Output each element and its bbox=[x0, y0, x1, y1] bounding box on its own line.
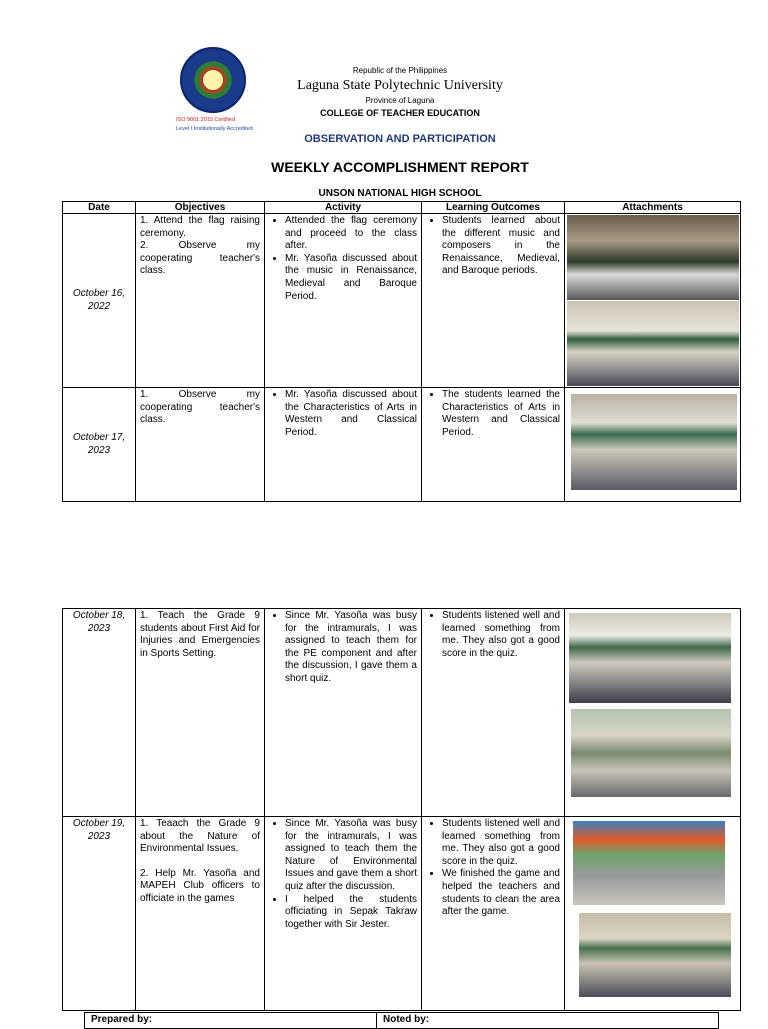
table-header-row bbox=[63, 202, 741, 214]
attachment-photo bbox=[579, 913, 731, 997]
noted-by-label: Noted by: bbox=[377, 1013, 719, 1029]
table-row bbox=[63, 609, 741, 817]
republic-line: Republic of the Philippines bbox=[352, 66, 448, 75]
outcome-item: • Students learned about the different music and composers in the Renaissance, Medieval, and Baroque periods. bbox=[442, 215, 560, 278]
row-attachments bbox=[565, 609, 741, 817]
row-attachments bbox=[565, 214, 741, 388]
iso-certification: ISO 9001:2015 Certified bbox=[176, 117, 236, 123]
objective-item: 2. Help Mr. Yasoña and MAPEH Club officers to officiate in the games bbox=[140, 867, 260, 904]
attachment-photo bbox=[567, 301, 739, 386]
report-title: WEEKLY ACCOMPLISHMENT REPORT bbox=[271, 159, 529, 175]
activity-item: • Attended the flag ceremony and proceed to the class after. bbox=[285, 215, 417, 253]
activity-item: • Mr. Yasoña discussed about the Characteristics of Arts in Western and Classical Period. bbox=[285, 389, 417, 439]
row-objectives bbox=[136, 214, 265, 388]
accreditation-level: Level I Institutionally Accredited bbox=[176, 126, 253, 132]
objective-item: 2. Observe my cooperating teacher's class. bbox=[140, 240, 260, 277]
school-name: UNSON NATIONAL HIGH SCHOOL bbox=[318, 188, 482, 199]
activity-item: • Since Mr. Yasoña was busy for the intramurals, I was assigned to teach them for the PE component and after the discussion, I gave them a short quiz. bbox=[285, 610, 417, 686]
program-title: OBSERVATION AND PARTICIPATION bbox=[304, 133, 496, 145]
college-name: COLLEGE OF TEACHER EDUCATION bbox=[320, 108, 480, 118]
col-date: Date bbox=[63, 202, 136, 214]
row-date: October 16, 2022 bbox=[63, 214, 136, 388]
report-table-page2 bbox=[62, 608, 741, 1011]
outcome-item: • We finished the game and helped the teachers and students to clean the area after the game. bbox=[442, 868, 560, 918]
activity-item: • I helped the students officiating in Sepak Takraw together with Sir Jester. bbox=[285, 894, 417, 932]
table-row bbox=[63, 388, 741, 502]
row-objectives bbox=[136, 609, 265, 817]
attachment-photo bbox=[569, 613, 731, 703]
prepared-by-label: Prepared by: bbox=[85, 1013, 377, 1029]
row-activity bbox=[265, 817, 422, 1011]
row-outcomes bbox=[422, 817, 565, 1011]
attachment-photo bbox=[573, 821, 725, 905]
row-activity bbox=[265, 214, 422, 388]
university-name: Laguna State Polytechnic University bbox=[297, 78, 503, 93]
objective-item: 1. Teach the Grade 9 students about First Aid for Injuries and Emergencies in Sports Setting. bbox=[140, 610, 260, 659]
attachment-photo bbox=[571, 394, 737, 490]
table-row bbox=[63, 214, 741, 388]
row-attachments bbox=[565, 817, 741, 1011]
row-outcomes bbox=[422, 609, 565, 817]
row-outcomes bbox=[422, 214, 565, 388]
province-line: Province of Laguna bbox=[365, 96, 435, 105]
row-date: October 19, 2023 bbox=[63, 817, 136, 1011]
activity-item: • Since Mr. Yasoña was busy for the intramurals, I was assigned to teach them the Nature of Environmental Issues and gave them a short quiz after the discussion. bbox=[285, 818, 417, 894]
row-activity bbox=[265, 388, 422, 502]
row-date: October 18, 2023 bbox=[63, 609, 136, 817]
report-table-page1 bbox=[62, 201, 741, 502]
row-objectives bbox=[136, 388, 265, 502]
row-outcomes bbox=[422, 388, 565, 502]
col-outcomes: Learning Outcomes bbox=[422, 202, 565, 214]
row-objectives bbox=[136, 817, 265, 1011]
objective-item: 1. Observe my cooperating teacher's class. bbox=[140, 389, 260, 426]
objective-item: 1. Attend the flag raising ceremony. bbox=[140, 215, 260, 239]
activity-item: • Mr. Yasoña discussed about the music in Renaissance, Medieval and Baroque Period. bbox=[285, 253, 417, 303]
outcome-item: • Students listened well and learned something from me. They also got a good score in the quiz. bbox=[442, 610, 560, 660]
table-row bbox=[63, 817, 741, 1011]
col-objectives: Objectives bbox=[136, 202, 265, 214]
outcome-item: • The students learned the Characteristics of Arts in Western and Classical Period. bbox=[442, 389, 560, 439]
row-activity bbox=[265, 609, 422, 817]
row-attachments bbox=[565, 388, 741, 502]
col-attachments: Attachments bbox=[565, 202, 741, 214]
objective-item: 1. Teaach the Grade 9 about the Nature of Environmental Issues. bbox=[140, 818, 260, 855]
attachment-photo bbox=[571, 709, 731, 797]
attachment-photo bbox=[567, 215, 739, 300]
col-activity: Activity bbox=[265, 202, 422, 214]
outcome-item: • Students listened well and learned something from me. They also got a good score in the quiz. bbox=[442, 818, 560, 868]
signature-table bbox=[84, 1012, 719, 1029]
row-date: October 17, 2023 bbox=[63, 388, 136, 502]
